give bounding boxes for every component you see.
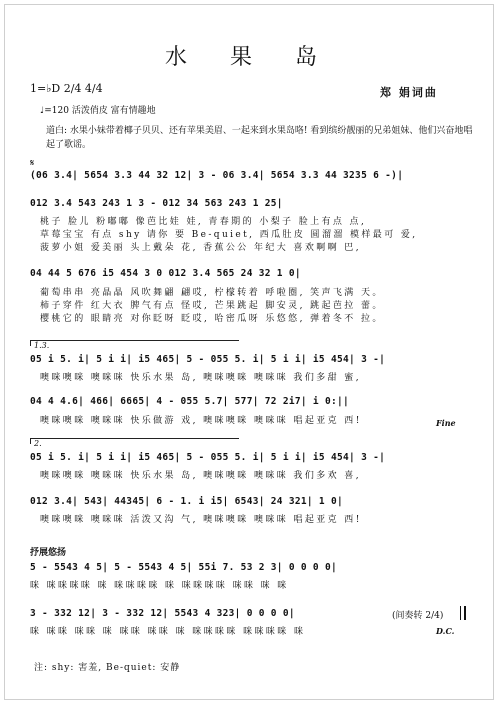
final-barline [460,606,466,620]
coda-staff-2-lyric: 咪 咪咪 咪咪 咪 咪咪 咪咪 咪 咪咪咪咪 咪咪咪咪 咪 [30,627,306,637]
staff-1-notes: (06 3.4| 5654 3.3 44 32 12| 3 - 06 3.4| 5654 3.3 44 3235 6 -)| [30,170,404,181]
key-signature: 1=♭D 2/4 4/4 [30,82,103,95]
staff-2-lyric-3: 菠萝小姐 爱美丽 头上戴朵 花, 香蕉公公 年纪大 喜欢啊啊 巴, [40,243,361,253]
staff-3-lyric-1: 葡萄串串 亮晶晶 风吹舞翩 翩哎, 柠檬转着 呼啦圈, 笑声飞满 天。 [40,288,384,298]
staff-3-lyric-2: 柿子穿件 红大衣 脾气有点 怪哎, 芒果跳起 脚安灵, 跳起芭拉 蕾。 [40,301,384,311]
composer-credit: 郑 娟词曲 [380,86,438,99]
volta-number-1: 1.3. [34,341,50,350]
section-label: 抒展悠扬 [30,548,67,558]
fine-marking: Fine [436,418,456,428]
staff-2-notes: 012 3.4 543 243 1 3 - 012 34 563 243 1 25| [30,198,283,209]
tempo-marking: ♩=120 活泼俏皮 富有情趣地 [40,106,156,116]
staff-6-lyric-1: 噢咪噢咪 噢咪咪 快乐水果 岛, 噢咪噢咪 噢咪咪 我们多欢 喜, [40,471,361,481]
staff-2-lyric-2: 草莓宝宝 有点 shy 请你 要 Be-quiet, 西瓜肚皮 圆溜溜 模样最可 爱, [40,230,418,240]
coda-staff-2-notes: 3 - 332 12| 3 - 332 12| 5543 4 323| 0 0 0 0| [30,608,295,619]
volta-number-2: 2. [34,439,42,448]
staff-6-notes: 05 i 5. i| 5 i i| i5 465| 5 - 055 5. i| 5 i i| i5 454| 3 -| [30,452,386,463]
volta-bracket-2 [30,438,239,444]
footnote: 注: shy: 害羞, Be-quiet: 安静 [34,663,181,673]
interlude-marking: (间奏转 2/4) [392,611,444,621]
preface-text: 道白: 水果小妹带着椰子贝贝、还有苹果美眉、一起来到水果岛咯! 看到缤纷靓丽的兄弟姐妹、他们兴奋地唱起了歌谣。 [46,126,473,150]
coda-staff-1-notes: 5 - 5543 4 5| 5 - 5543 4 5| 55i 7. 53 2 3| 0 0 0 0| [30,562,337,573]
staff-5-notes: 04 4 4.6| 466| 6665| 4 - 055 5.7| 577| 72 2i7| i 0:|| [30,396,350,407]
segno-icon: 𝄋 [30,158,35,169]
staff-4-notes: 05 i 5. i| 5 i i| i5 465| 5 - 055 5. i| 5 i i| i5 454| 3 -| [30,354,386,365]
staff-7-notes: 012 3.4| 543| 44345| 6 - 1. i i5| 6543| 24 321| 1 0| [30,496,344,507]
staff-3-notes: 04 44 5 676 i5 454 3 0 012 3.4 565 24 32 1 0| [30,268,301,279]
dc-marking: D.C. [436,626,455,636]
staff-2-lyric-1: 桃子 脸儿 粉嘟嘟 像芭比娃 娃, 青春期的 小梨子 脸上有点 点, [40,217,367,227]
staff-4-lyric-1: 噢咪噢咪 噢咪咪 快乐水果 岛, 噢咪噢咪 噢咪咪 我们多甜 蜜, [40,373,361,383]
staff-3-lyric-3: 樱桃它的 眼睛亮 对你眨呀 眨哎, 哈密瓜呀 乐悠悠, 弹着冬不 拉。 [40,314,384,324]
staff-5-lyric-1: 噢咪噢咪 噢咪咪 快乐做游 戏, 噢咪噢咪 噢咪咪 唱起亚克 西! [40,416,362,426]
song-title: 水 果 岛 [165,45,335,70]
volta-bracket-1 [30,340,239,346]
coda-staff-1-lyric: 咪 咪咪咪咪 咪 咪咪咪咪 咪 咪咪咪咪 咪咪 咪 咪 [30,581,289,591]
staff-7-lyric-1: 噢咪噢咪 噢咪咪 活泼又沟 气, 噢咪噢咪 噢咪咪 唱起亚克 西! [40,515,362,525]
